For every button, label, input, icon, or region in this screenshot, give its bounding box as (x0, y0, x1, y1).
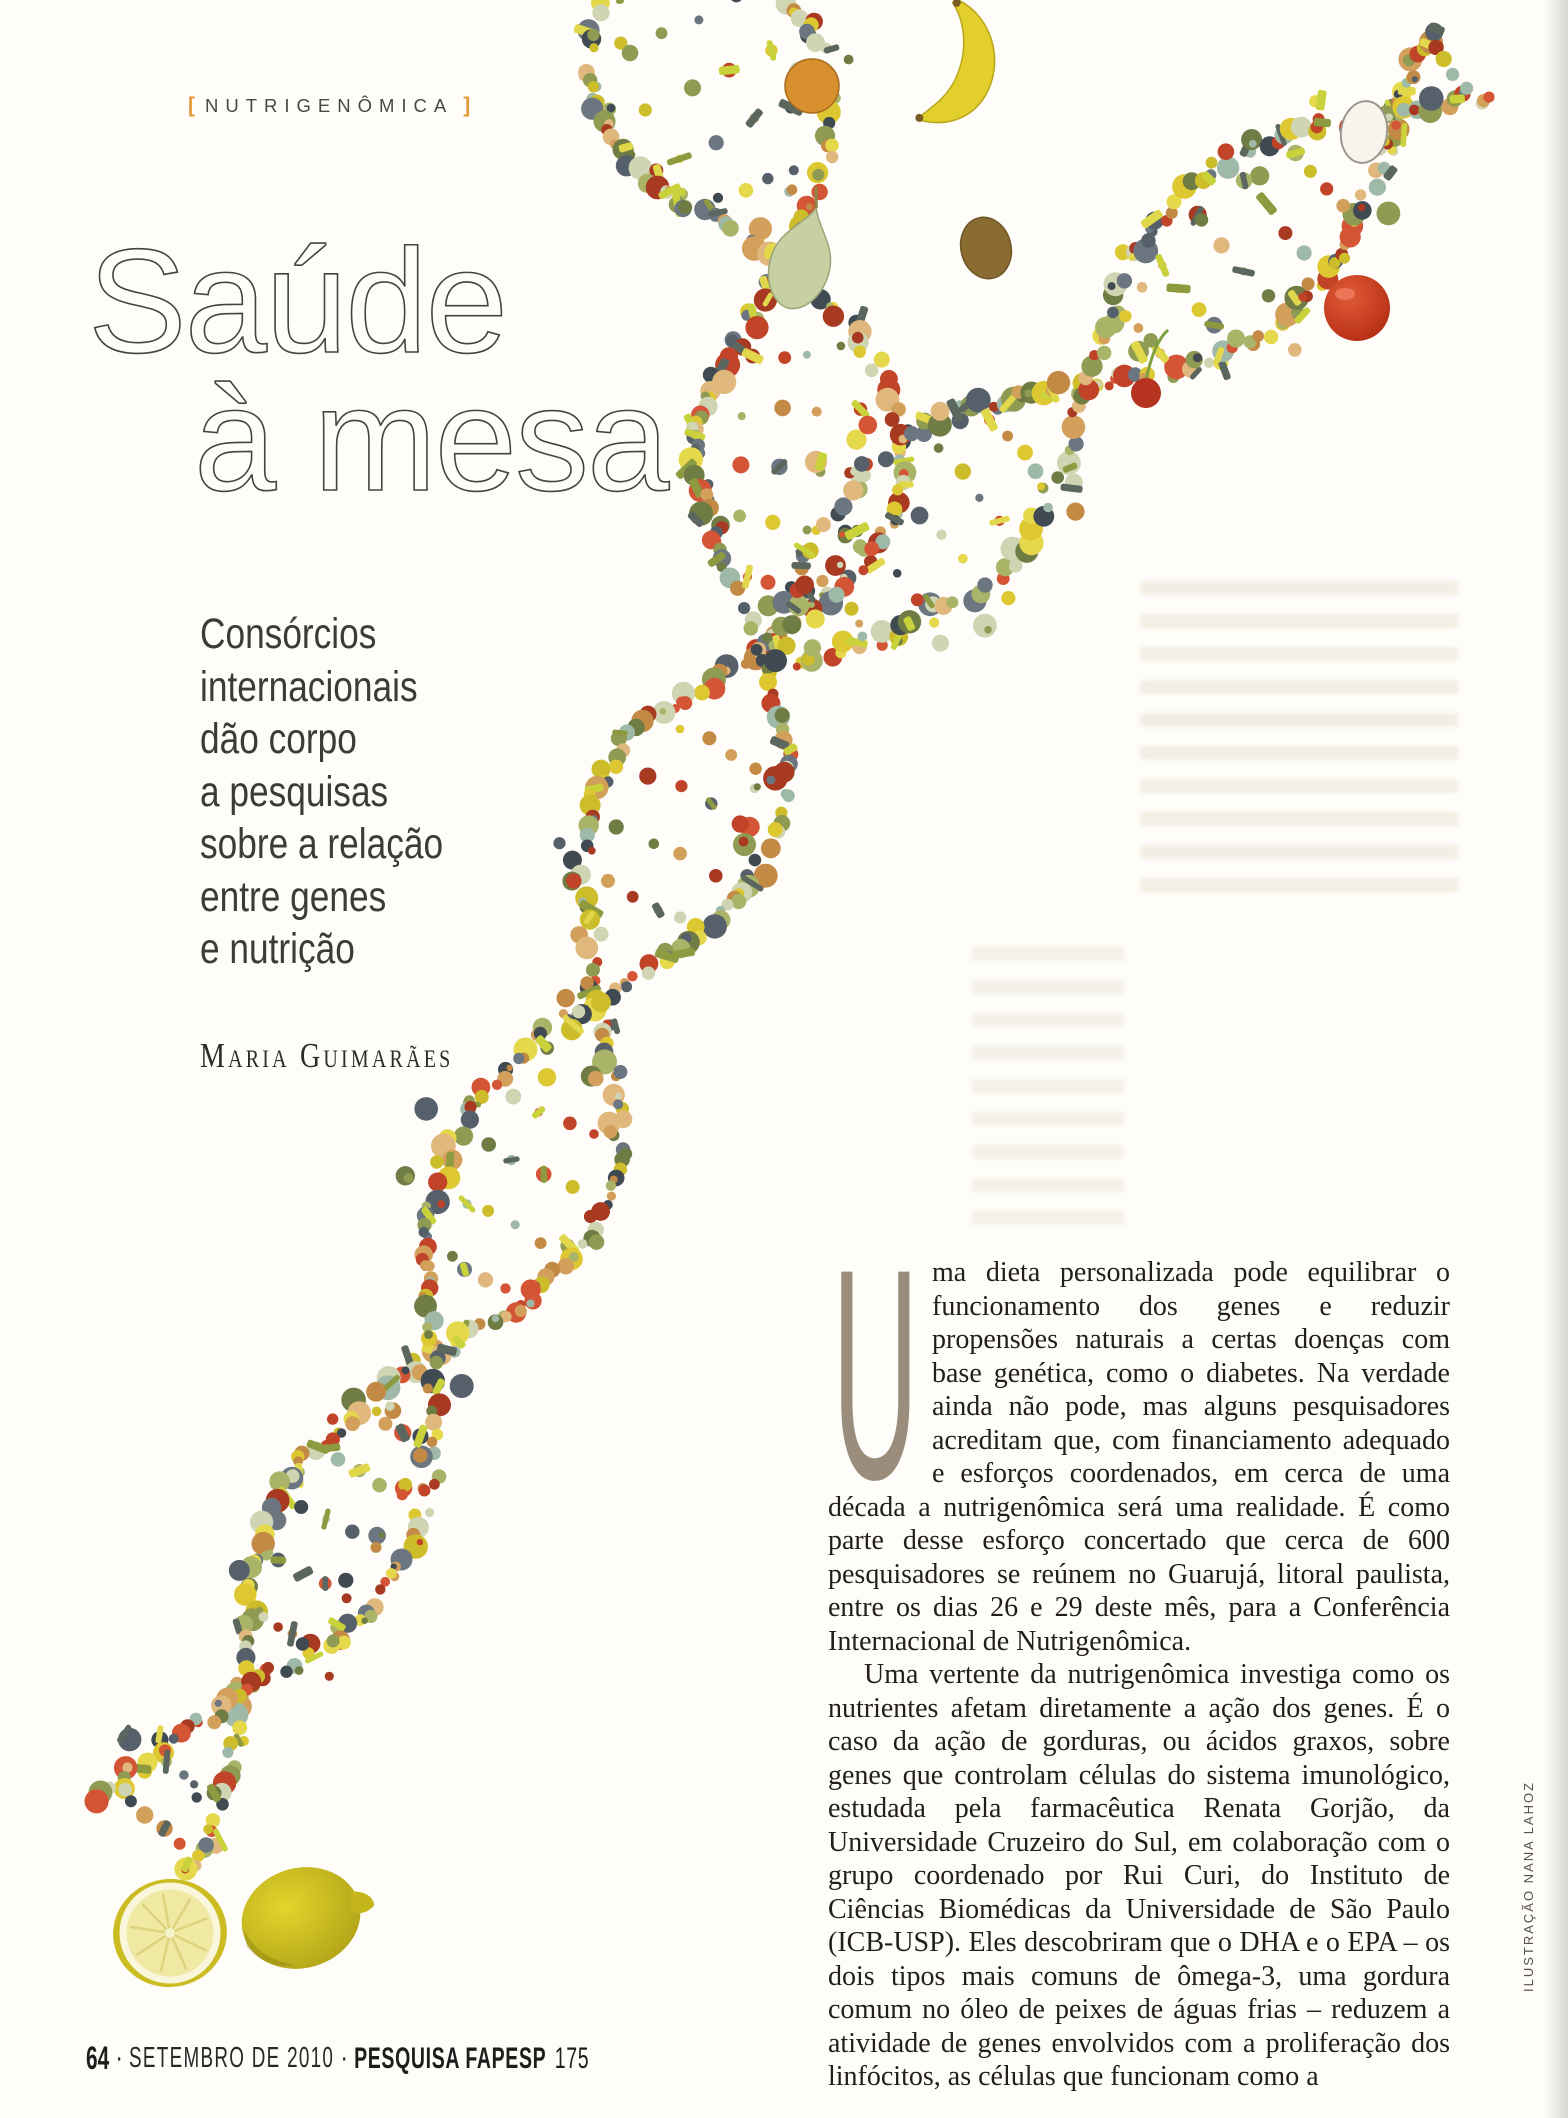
byline: Maria Guimarães (200, 1036, 454, 1075)
deck (200, 608, 443, 976)
section-tag (188, 94, 470, 118)
issue-number: 175 (554, 2041, 590, 2075)
deck-line: sobre a relação (200, 820, 444, 868)
headline-line-1: Saúde (88, 219, 506, 384)
headline-line-2: à mesa (194, 357, 668, 522)
deck-line: a pesquisas (200, 767, 389, 816)
page-footer (86, 2040, 589, 2077)
orange-shape (785, 59, 839, 113)
banana-shape (914, 0, 1012, 139)
kiwi-shape (954, 212, 1018, 284)
deck-line: internacionais (200, 662, 418, 711)
square-bullet-icon: ▪ (342, 2051, 346, 2066)
article-body (828, 1256, 1450, 2094)
tomato-shape (1324, 275, 1390, 341)
tag-open-bracket: [ (188, 94, 195, 117)
drop-cap-spacer (828, 1256, 932, 1480)
tag-close-bracket: ] (463, 94, 471, 117)
paragraph-2: Uma vertente da nutrigenômica investiga como os nutrientes afetam diretamente a ação dos genes. É o caso da ação de gorduras, ou ácidos graxos, sobre genes que controlam células do sistema imunológico, estudada pela farmacêutica Renata Gorjão, da Universidade Cruzeiro do Sul, em colaboração com o grupo coordenado por Rui Curi, do Instituto de Ciências Biomédicas da Universidade de São Paulo (ICB-USP). Eles descobriram que o DHA e o EPA – os dois tipos mais comuns de ômega-3, uma gordura comum no óleo de peixes de águas frias – reduzem a atividade de genes envolvidos com a proliferação dos linfócitos, as células que funcionam como a (828, 1659, 1450, 2092)
square-bullet-icon: ▪ (117, 2051, 121, 2066)
deck-line: Consórcios (200, 610, 377, 658)
lemon-whole-shape (230, 1849, 387, 1982)
deck-line: e nutrição (200, 925, 355, 973)
illustration-credit: ILUSTRAÇÃO NANA LAHOZ (1521, 1780, 1536, 1992)
deck-line: dão corpo (200, 715, 357, 763)
paragraph-1-text: ma dieta personalizada pode equilibrar o funcionamento dos genes e reduzir propensões naturais a certas doenças com base genética, como o diabetes. Na verdade ainda não pode, mas alguns pesquisadores acreditam que, com financiamento adequado e esforços coordenados, em cerca de uma década a nutrigenômica será uma realidade. É como parte desse esforço concertado que cerca de 600 pesquisadores se reúnem no Guarujá, litoral paulista, entre os dias 26 e 29 deste mês, para a Conferência Internacional de Nutrigenômica. (828, 1257, 1450, 1657)
magazine-name: PESQUISA FAPESP (354, 2041, 547, 2075)
page-number: 64 (86, 2040, 110, 2076)
section-tag-label: NUTRIGENÔMICA (205, 95, 454, 116)
paragraph-1 (828, 1256, 1450, 1658)
svg-text:U: U (832, 1262, 919, 1484)
deck-line: entre genes (200, 872, 387, 921)
lemon-half-shape (104, 1870, 235, 1996)
issue-date: SETEMBRO DE 2010 (129, 2042, 335, 2074)
